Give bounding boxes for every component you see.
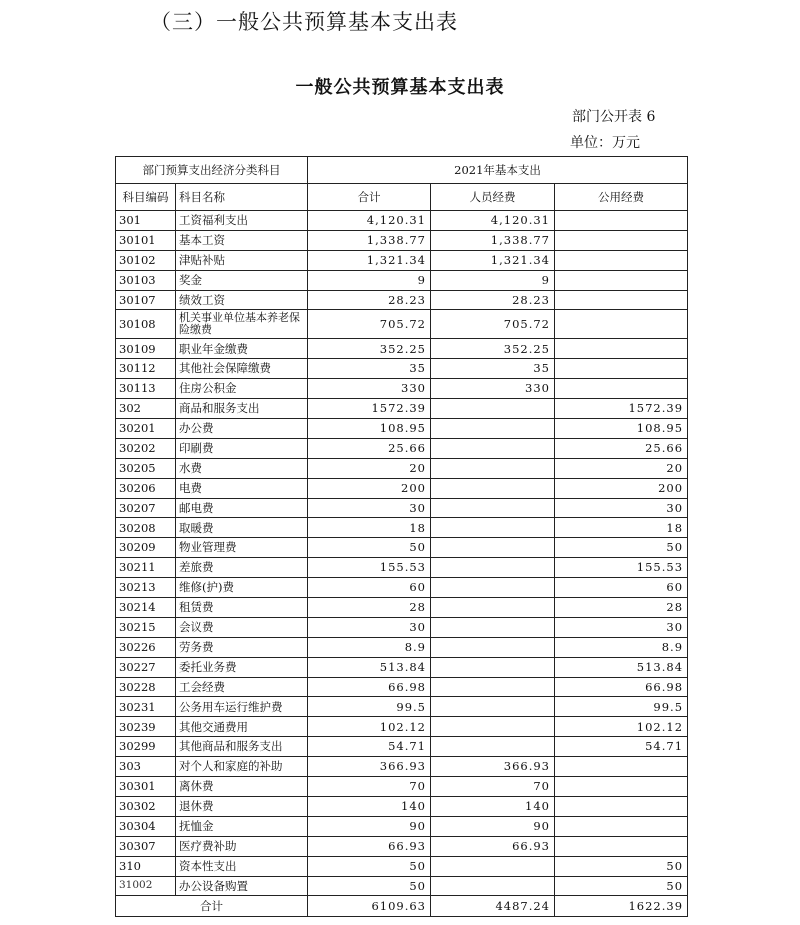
row-name: 其他交通费用: [176, 717, 308, 737]
row-personnel: [431, 598, 555, 618]
table-row: [116, 757, 688, 777]
header-code: 科目编码: [116, 184, 176, 211]
row-total: 140: [308, 796, 431, 816]
table-header-row-1: [116, 157, 688, 184]
row-personnel: [431, 399, 555, 419]
row-personnel: 366.93: [431, 757, 555, 777]
row-personnel: [431, 856, 555, 876]
row-name: 绩效工资: [176, 290, 308, 310]
row-name: 对个人和家庭的补助: [176, 757, 308, 777]
row-public: [555, 359, 688, 379]
row-code: 30227: [116, 657, 176, 677]
row-total: 50: [308, 856, 431, 876]
row-public: [555, 250, 688, 270]
row-personnel: 352.25: [431, 339, 555, 359]
row-name: 离休费: [176, 777, 308, 797]
table-row: [116, 598, 688, 618]
table-row: [116, 856, 688, 876]
table-row: [116, 558, 688, 578]
row-public: 200: [555, 478, 688, 498]
row-total: 50: [308, 876, 431, 896]
row-public: 66.98: [555, 677, 688, 697]
row-code: 30109: [116, 339, 176, 359]
row-total: 35: [308, 359, 431, 379]
row-name: 基本工资: [176, 230, 308, 250]
row-public: 513.84: [555, 657, 688, 677]
table-row: [116, 737, 688, 757]
row-personnel: [431, 657, 555, 677]
row-personnel: [431, 717, 555, 737]
total-personnel: 4487.24: [431, 896, 555, 917]
row-total: 66.98: [308, 677, 431, 697]
row-total: 1,321.34: [308, 250, 431, 270]
table-row: [116, 518, 688, 538]
row-code: 30101: [116, 230, 176, 250]
row-total: 102.12: [308, 717, 431, 737]
row-total: 66.93: [308, 836, 431, 856]
row-name: 职业年金缴费: [176, 339, 308, 359]
row-total: 99.5: [308, 697, 431, 717]
row-name: 工会经费: [176, 677, 308, 697]
document-number: 部门公开表 6: [572, 109, 656, 125]
row-code: 303: [116, 757, 176, 777]
row-total: 1572.39: [308, 399, 431, 419]
row-total: 4,120.31: [308, 211, 431, 231]
row-total: 54.71: [308, 737, 431, 757]
row-code: 30307: [116, 836, 176, 856]
row-name: 取暖费: [176, 518, 308, 538]
section-heading: （三）一般公共预算基本支出表: [150, 10, 458, 34]
table-row: [116, 399, 688, 419]
table-row: [116, 359, 688, 379]
row-public: 54.71: [555, 737, 688, 757]
row-personnel: [431, 419, 555, 439]
table-row: [116, 637, 688, 657]
row-public: [555, 777, 688, 797]
row-personnel: [431, 438, 555, 458]
row-total: 70: [308, 777, 431, 797]
row-name: 退休费: [176, 796, 308, 816]
row-code: 30207: [116, 498, 176, 518]
row-personnel: [431, 558, 555, 578]
row-public: 30: [555, 617, 688, 637]
row-name: 资本性支出: [176, 856, 308, 876]
table-row: [116, 290, 688, 310]
row-code: 30113: [116, 379, 176, 399]
row-name: 会议费: [176, 617, 308, 637]
table-row: [116, 310, 688, 339]
row-public: [555, 211, 688, 231]
table-row: [116, 270, 688, 290]
row-name: 物业管理费: [176, 538, 308, 558]
table-header-row-2: [116, 184, 688, 211]
table-row: [116, 717, 688, 737]
row-name: 抚恤金: [176, 816, 308, 836]
document-title: 一般公共预算基本支出表: [295, 77, 505, 98]
row-name: 工资福利支出: [176, 211, 308, 231]
table-row: [116, 836, 688, 856]
total-row: [116, 896, 688, 917]
table-row: [116, 578, 688, 598]
row-code: 30226: [116, 637, 176, 657]
row-code: 302: [116, 399, 176, 419]
row-personnel: 9: [431, 270, 555, 290]
row-code: 31002: [116, 876, 176, 896]
row-code: 310: [116, 856, 176, 876]
header-name: 科目名称: [176, 184, 308, 211]
row-personnel: [431, 697, 555, 717]
row-name: 住房公积金: [176, 379, 308, 399]
row-personnel: [431, 677, 555, 697]
row-name: 其他社会保障缴费: [176, 359, 308, 379]
row-public: [555, 816, 688, 836]
row-personnel: [431, 617, 555, 637]
row-name: 津贴补贴: [176, 250, 308, 270]
row-personnel: 4,120.31: [431, 211, 555, 231]
row-personnel: 140: [431, 796, 555, 816]
row-personnel: [431, 478, 555, 498]
row-personnel: 70: [431, 777, 555, 797]
row-name: 印刷费: [176, 438, 308, 458]
table-row: [116, 339, 688, 359]
row-personnel: [431, 518, 555, 538]
row-code: 30231: [116, 697, 176, 717]
row-total: 1,338.77: [308, 230, 431, 250]
budget-table: [115, 156, 688, 917]
table-row: [116, 697, 688, 717]
table-row: [116, 617, 688, 637]
row-public: [555, 230, 688, 250]
header-public: 公用经费: [555, 184, 688, 211]
row-public: [555, 310, 688, 339]
row-code: 30108: [116, 310, 176, 339]
row-public: [555, 757, 688, 777]
row-code: 30102: [116, 250, 176, 270]
row-total: 28: [308, 598, 431, 618]
row-personnel: [431, 876, 555, 896]
table-row: [116, 250, 688, 270]
row-name: 商品和服务支出: [176, 399, 308, 419]
row-total: 90: [308, 816, 431, 836]
row-code: 30206: [116, 478, 176, 498]
row-code: 30205: [116, 458, 176, 478]
row-public: 20: [555, 458, 688, 478]
row-code: 301: [116, 211, 176, 231]
row-public: 30: [555, 498, 688, 518]
row-name: 劳务费: [176, 637, 308, 657]
row-personnel: 35: [431, 359, 555, 379]
row-total: 25.66: [308, 438, 431, 458]
table-row: [116, 211, 688, 231]
table-row: [116, 796, 688, 816]
row-code: 30228: [116, 677, 176, 697]
row-total: 50: [308, 538, 431, 558]
row-code: 30302: [116, 796, 176, 816]
table-row: [116, 478, 688, 498]
row-name: 办公费: [176, 419, 308, 439]
total-label: 合计: [116, 896, 308, 917]
row-code: 30301: [116, 777, 176, 797]
header-total: 合计: [308, 184, 431, 211]
row-code: 30103: [116, 270, 176, 290]
row-public: 102.12: [555, 717, 688, 737]
row-total: 200: [308, 478, 431, 498]
row-public: 99.5: [555, 697, 688, 717]
table-row: [116, 816, 688, 836]
row-personnel: 705.72: [431, 310, 555, 339]
row-name: 机关事业单位基本养老保险缴费: [176, 310, 308, 339]
row-code: 30213: [116, 578, 176, 598]
row-total: 366.93: [308, 757, 431, 777]
row-personnel: [431, 737, 555, 757]
row-code: 30209: [116, 538, 176, 558]
row-public: [555, 339, 688, 359]
row-public: 108.95: [555, 419, 688, 439]
row-total: 30: [308, 617, 431, 637]
header-basic-expenditure: 2021年基本支出: [308, 157, 688, 184]
row-total: 30: [308, 498, 431, 518]
row-name: 邮电费: [176, 498, 308, 518]
table-row: [116, 498, 688, 518]
table-row: [116, 538, 688, 558]
row-code: 30107: [116, 290, 176, 310]
row-personnel: 66.93: [431, 836, 555, 856]
row-public: [555, 796, 688, 816]
row-code: 30304: [116, 816, 176, 836]
row-total: 18: [308, 518, 431, 538]
row-public: 155.53: [555, 558, 688, 578]
table-row: [116, 419, 688, 439]
row-name: 奖金: [176, 270, 308, 290]
row-name: 医疗费补助: [176, 836, 308, 856]
row-public: 8.9: [555, 637, 688, 657]
row-code: 30201: [116, 419, 176, 439]
row-code: 30215: [116, 617, 176, 637]
row-total: 705.72: [308, 310, 431, 339]
row-name: 公务用车运行维护费: [176, 697, 308, 717]
row-public: 25.66: [555, 438, 688, 458]
row-code: 30239: [116, 717, 176, 737]
header-personnel: 人员经费: [431, 184, 555, 211]
row-name: 租赁费: [176, 598, 308, 618]
row-personnel: [431, 637, 555, 657]
row-total: 513.84: [308, 657, 431, 677]
row-total: 28.23: [308, 290, 431, 310]
row-total: 60: [308, 578, 431, 598]
row-code: 30112: [116, 359, 176, 379]
row-name: 水费: [176, 458, 308, 478]
row-total: 20: [308, 458, 431, 478]
row-name: 差旅费: [176, 558, 308, 578]
row-name: 其他商品和服务支出: [176, 737, 308, 757]
table-row: [116, 677, 688, 697]
row-public: 60: [555, 578, 688, 598]
row-name: 委托业务费: [176, 657, 308, 677]
row-public: [555, 379, 688, 399]
row-code: 30211: [116, 558, 176, 578]
row-public: 1572.39: [555, 399, 688, 419]
row-public: 50: [555, 856, 688, 876]
row-public: 50: [555, 876, 688, 896]
row-code: 30202: [116, 438, 176, 458]
row-public: [555, 270, 688, 290]
table-row: [116, 230, 688, 250]
table-row: [116, 657, 688, 677]
row-personnel: 90: [431, 816, 555, 836]
table-row: [116, 777, 688, 797]
unit-label: 单位：万元: [570, 135, 640, 151]
table-row: [116, 379, 688, 399]
row-code: 30299: [116, 737, 176, 757]
total-total: 6109.63: [308, 896, 431, 917]
row-personnel: 330: [431, 379, 555, 399]
row-personnel: [431, 578, 555, 598]
row-personnel: 1,338.77: [431, 230, 555, 250]
row-name: 电费: [176, 478, 308, 498]
total-public: 1622.39: [555, 896, 688, 917]
table-row: [116, 438, 688, 458]
row-public: 18: [555, 518, 688, 538]
row-public: [555, 290, 688, 310]
row-personnel: [431, 538, 555, 558]
row-name: 维修(护)费: [176, 578, 308, 598]
row-personnel: 28.23: [431, 290, 555, 310]
row-personnel: [431, 458, 555, 478]
row-public: 28: [555, 598, 688, 618]
row-total: 155.53: [308, 558, 431, 578]
row-public: 50: [555, 538, 688, 558]
row-total: 8.9: [308, 637, 431, 657]
table-row: [116, 876, 688, 896]
row-personnel: 1,321.34: [431, 250, 555, 270]
row-total: 9: [308, 270, 431, 290]
header-economic-classification: 部门预算支出经济分类科目: [116, 157, 308, 184]
row-personnel: [431, 498, 555, 518]
row-total: 352.25: [308, 339, 431, 359]
row-code: 30214: [116, 598, 176, 618]
row-public: [555, 836, 688, 856]
row-total: 108.95: [308, 419, 431, 439]
row-code: 30208: [116, 518, 176, 538]
row-total: 330: [308, 379, 431, 399]
row-name: 办公设备购置: [176, 876, 308, 896]
table-row: [116, 458, 688, 478]
